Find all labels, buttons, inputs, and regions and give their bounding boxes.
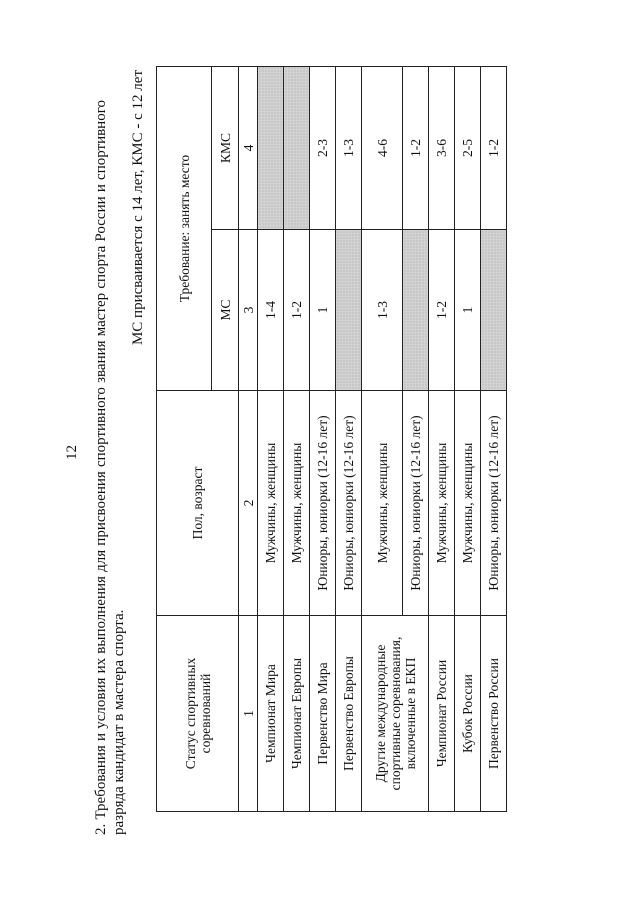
cell-kms bbox=[284, 67, 310, 230]
cell-ms bbox=[336, 230, 362, 391]
cell-gender-age: Юниоры, юниорки (12-16 лет) bbox=[310, 391, 336, 616]
cell-gender-age: Юниоры, юниорки (12-16 лет) bbox=[481, 391, 507, 616]
table-row bbox=[310, 67, 336, 812]
table-row bbox=[258, 67, 284, 812]
cell-gender-age: Юниоры, юниорки (12-16 лет) bbox=[336, 391, 362, 616]
cell-status: Чемпионат Мира bbox=[258, 616, 284, 812]
cell-kms: 2-5 bbox=[455, 67, 481, 230]
cell-gender-age: Юниоры, юниорки (12-16 лет) bbox=[403, 391, 429, 616]
cell-ms: 1 bbox=[455, 230, 481, 391]
header-kms: КМС bbox=[212, 67, 239, 230]
cell-gender-age: Мужчины, женщины bbox=[258, 391, 284, 616]
cell-status: Первенство Европы bbox=[336, 616, 362, 812]
column-number: 4 bbox=[239, 67, 258, 230]
cell-ms: 1-2 bbox=[429, 230, 455, 391]
header-requirement: Требование: занять место bbox=[157, 67, 212, 391]
cell-gender-age: Мужчины, женщины bbox=[284, 391, 310, 616]
cell-gender-age: Мужчины, женщины bbox=[429, 391, 455, 616]
cell-ms: 1-2 bbox=[284, 230, 310, 391]
cell-status: Кубок России bbox=[455, 616, 481, 812]
table-row bbox=[429, 67, 455, 812]
column-number: 1 bbox=[239, 616, 258, 812]
cell-kms: 3-6 bbox=[429, 67, 455, 230]
cell-ms bbox=[481, 230, 507, 391]
cell-kms: 4-6 bbox=[362, 67, 403, 230]
requirements-table bbox=[156, 66, 507, 812]
table-row bbox=[336, 67, 362, 812]
column-number: 3 bbox=[239, 230, 258, 391]
header-ms: МС bbox=[212, 230, 239, 391]
cell-status: Чемпионат Европы bbox=[284, 616, 310, 812]
header-gender-age: Пол, возраст bbox=[157, 391, 239, 616]
age-note: МС присваивается с 14 лет, КМС - с 12 лет bbox=[130, 70, 146, 346]
column-number: 2 bbox=[239, 391, 258, 616]
cell-kms bbox=[258, 67, 284, 230]
cell-ms: 1-3 bbox=[362, 230, 403, 391]
cell-ms: 1-4 bbox=[258, 230, 284, 391]
cell-kms: 1-3 bbox=[336, 67, 362, 230]
table-row bbox=[362, 67, 403, 812]
header-status: Статус спортивных соревнований bbox=[157, 616, 239, 812]
cell-ms bbox=[403, 230, 429, 391]
cell-kms: 1-2 bbox=[481, 67, 507, 230]
cell-kms: 1-2 bbox=[403, 67, 429, 230]
table-row bbox=[481, 67, 507, 812]
table-row bbox=[455, 67, 481, 812]
cell-status: Другие международные спортивные соревнования, включенные в ЕКП bbox=[362, 616, 429, 812]
cell-status: Первенство Мира bbox=[310, 616, 336, 812]
table-row bbox=[284, 67, 310, 812]
page-number: 12 bbox=[64, 445, 80, 460]
cell-ms: 1 bbox=[310, 230, 336, 391]
cell-status: Первенство России bbox=[481, 616, 507, 812]
cell-gender-age: Мужчины, женщины bbox=[455, 391, 481, 616]
cell-status: Чемпионат России bbox=[429, 616, 455, 812]
header-row bbox=[157, 67, 212, 812]
column-number-row bbox=[239, 67, 258, 812]
cell-kms: 2-3 bbox=[310, 67, 336, 230]
section-heading: 2. Требования и условия их выполнения для присвоения спортивного звания мастер спорта России и спортивного разряда кандидат в мастера спорта. bbox=[93, 100, 127, 835]
cell-gender-age: Мужчины, женщины bbox=[362, 391, 403, 616]
